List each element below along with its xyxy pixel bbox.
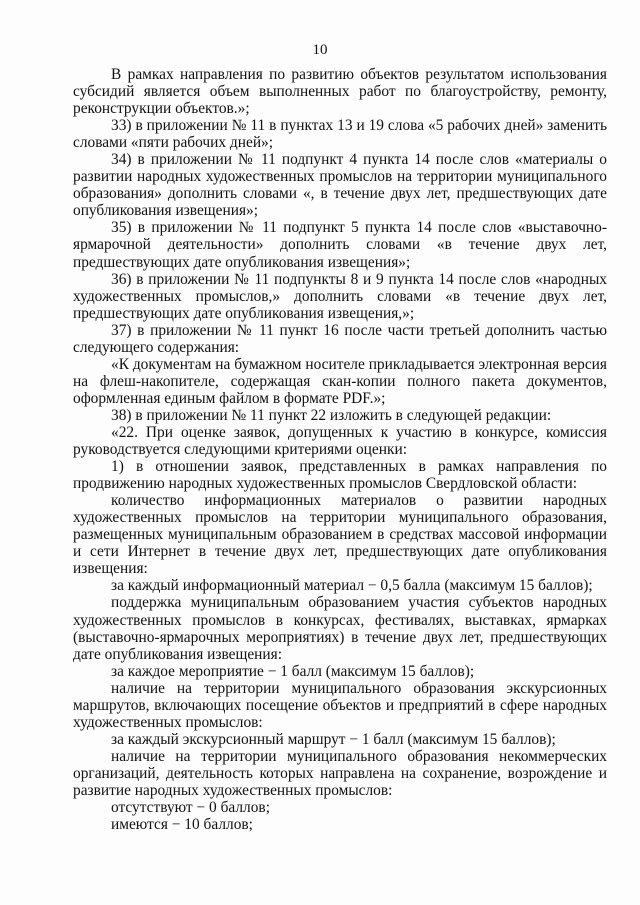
paragraph-score-absent: отсутствуют − 0 баллов;: [111, 799, 270, 817]
paragraph-subpoint-1: 1) в отношении заявок, представленных в рамках направления по продвижению народных художественных промыслов Свердловской области:: [73, 458, 607, 493]
paragraph-item-37: 37) в приложении № 11 пункт 16 после части третьей дополнить частью следующего содержания:: [73, 321, 607, 356]
paragraph-score-info-material: за каждый информационный материал − 0,5 балла (максимум 15 баллов);: [111, 577, 593, 595]
paragraph-criterion-nonprofits: наличие на территории муниципального образования некоммерческих организаций, деятельность которых направлена на сохранение, возрождение и развитие народных художественных промыслов:: [73, 747, 607, 799]
paragraph-score-present: имеются − 10 баллов;: [111, 816, 253, 834]
document-body: [73, 66, 607, 833]
paragraph-criterion-routes: наличие на территории муниципального образования экскурсионных маршрутов, включающих посещение объектов и предприятий в сфере народных художественных промыслов:: [73, 679, 607, 731]
paragraph-point-22: «22. При оценке заявок, допущенных к участию в конкурсе, комиссия руководствуется следующими критериями оценки:: [73, 423, 607, 459]
paragraph-item-35: 35) в приложении № 11 подпункт 5 пункта 14 после слов «выставочно-ярмарочной деятельности» дополнить словами «в течение двух лет, предшествующих дате опубликования извещения»;: [73, 219, 607, 271]
paragraph-criterion-support: поддержка муниципальным образованием участия субъектов народных художественных промыслов в конкурсах, фестивалях, выставках, ярмарках (выставочно-ярмарочных мероприятиях) в течение двух лет, предшествующих дате опубликования извещения:: [73, 594, 607, 663]
paragraph-criterion-info-materials: количество информационных материалов о развитии народных художественных промыслов на территории муниципального образования, размещенных муниципальным образованием в средствах массовой информации и сети Интернет в течение двух лет, предшествующих дате опубликования извещения:: [73, 492, 607, 578]
paragraph-pdf-attachment: «К документам на бумажном носителе прикладывается электронная версия на флеш-накопителе, содержащая скан-копии полного пакета документов, оформленная единым файлом в формате PDF.»;: [73, 355, 607, 407]
paragraph-item-34: 34) в приложении № 11 подпункт 4 пункта 14 после слов «материалы о развитии народных художественных промыслов на территории муниципального образования» дополнить словами «, в течение двух лет, предшествующих дате опубликования извещения»;: [73, 151, 607, 220]
paragraph-objects-result: В рамках направления по развитию объектов результатом использования субсидий является объем выполненных работ по благоустройству, ремонту, реконструкции объектов.»;: [73, 66, 607, 118]
paragraph-score-event: за каждое мероприятие − 1 балл (максимум 15 баллов);: [111, 662, 475, 680]
page-number: 10: [312, 42, 328, 58]
paragraph-score-route: за каждый экскурсионный маршрут − 1 балл (максимум 15 баллов);: [111, 730, 556, 748]
paragraph-item-36: 36) в приложении № 11 подпункты 8 и 9 пункта 14 после слов «народных художественных промыслов,» дополнить словами «в течение двух лет, предшествующих дате опубликования извещения,»;: [73, 270, 607, 322]
paragraph-item-38: 38) в приложении № 11 пункт 22 изложить в следующей редакции:: [111, 406, 552, 424]
paragraph-item-33: 33) в приложении № 11 в пунктах 13 и 19 слова «5 рабочих дней» заменить словами «пяти рабочих дней»;: [73, 117, 607, 152]
